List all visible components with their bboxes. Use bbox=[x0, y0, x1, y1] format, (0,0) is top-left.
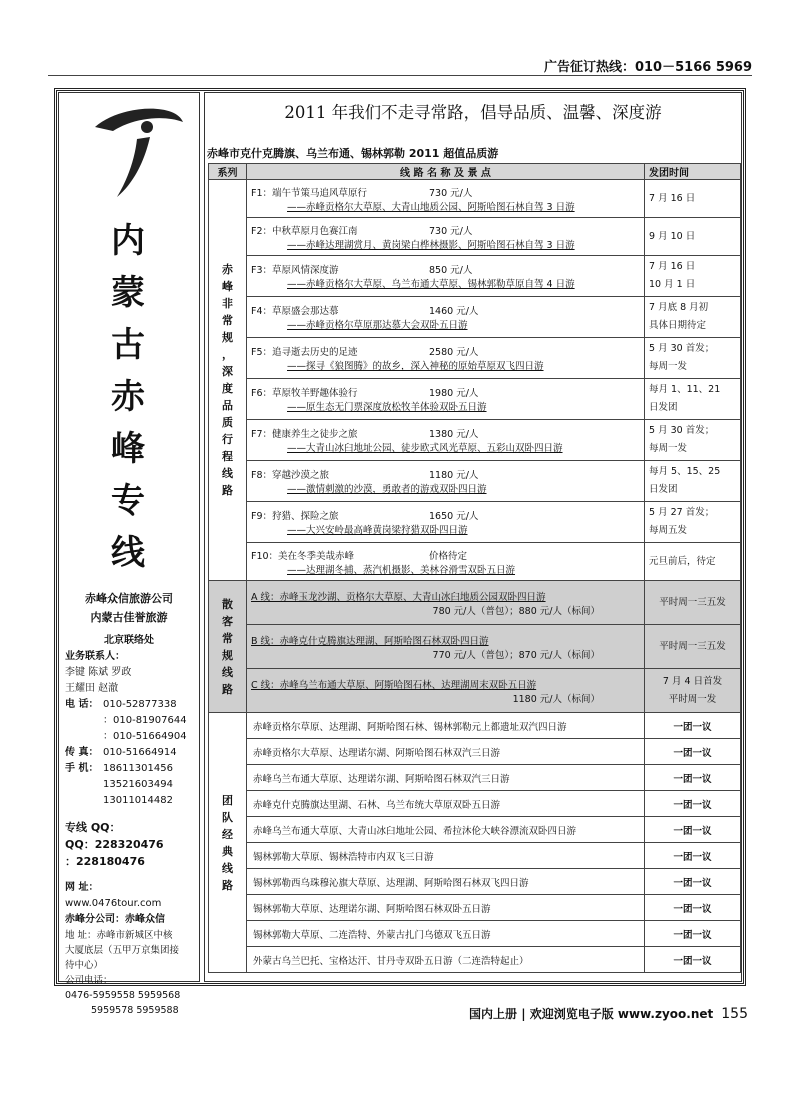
departure-cell bbox=[645, 461, 741, 502]
mobile-number-1: 18611301456 bbox=[103, 763, 173, 774]
departure-line-1: 7 月底 8 月初 bbox=[649, 302, 709, 313]
category-char: 团 bbox=[222, 793, 233, 807]
table-row bbox=[209, 947, 741, 973]
route-name: F1：端午节策马追风草原行 bbox=[251, 187, 368, 199]
table-row bbox=[209, 256, 741, 297]
route-name: C 线：赤峰乌兰布通大草原、阿斯哈图石林、达理湖周末双卧五日游 bbox=[251, 679, 537, 691]
route-price: 价格待定 bbox=[429, 550, 468, 562]
mobile-label: 手 机： bbox=[65, 763, 99, 774]
departure-line-1: 7 月 4 日首发 bbox=[662, 675, 723, 687]
team-route-cell: 赤峰贡格尔大草原、达理诺尔湖、阿斯哈图石林双汽三日游 bbox=[247, 739, 645, 765]
route-cell bbox=[247, 256, 645, 297]
table-row bbox=[209, 843, 741, 869]
team-route-cell: 赤峰贡格尔草原、达理湖、阿斯哈图石林、锡林郭勒元上都遗址双汽四日游 bbox=[247, 713, 645, 739]
route-price: 1180 元/人 bbox=[429, 470, 479, 481]
table-row bbox=[209, 218, 741, 256]
route-name: F3：草原风情深度游 bbox=[251, 265, 339, 276]
departure-line-1: 元旦前后，待定 bbox=[649, 555, 716, 567]
category-char: 路 bbox=[222, 484, 233, 497]
route-description: ——大兴安岭最高峰黄岗梁狩猎双卧四日游 bbox=[287, 525, 468, 536]
category-char: 度 bbox=[222, 382, 233, 395]
route-name: F6：草原牧羊野趣体验行 bbox=[251, 388, 358, 399]
route-cell bbox=[247, 543, 645, 581]
departure-cell bbox=[645, 379, 741, 420]
route-description: ——赤峰贡格尔大草原、乌兰布通大草原、锡林郭勒草原自驾 4 日游 bbox=[287, 279, 575, 290]
route-name: F10：美在冬季美哉赤峰 bbox=[251, 550, 355, 562]
route-cell bbox=[247, 218, 645, 256]
category-cell bbox=[209, 180, 247, 581]
route-name: F5：追寻逝去历史的足迹 bbox=[251, 347, 358, 358]
company-name-2: 内蒙古佳誉旅游 bbox=[90, 611, 168, 624]
route-cell bbox=[247, 180, 645, 218]
route-price: 730 元/人 bbox=[429, 187, 473, 199]
route-name: F7：健康养生之徒步之旅 bbox=[251, 429, 358, 440]
category-char: 线 bbox=[222, 665, 233, 679]
departure-line-2: 日发团 bbox=[649, 484, 678, 495]
address-line-3: 待中心） bbox=[65, 960, 104, 971]
table-row bbox=[209, 765, 741, 791]
route-name: A 线：赤峰玉龙沙湖、贡格尔大草原、大青山冰臼地质公园双卧四日游 bbox=[251, 591, 546, 603]
beijing-office: 北京联络处 bbox=[104, 635, 154, 646]
company-tel-1: 0476-5959558 5959568 bbox=[65, 990, 181, 1001]
tel-number-2: ：010-81907644 bbox=[103, 715, 187, 726]
staff-names-1: 李键 陈斌 罗政 bbox=[65, 667, 132, 678]
route-line bbox=[251, 467, 640, 481]
departure-line-1: 5 月 30 首发； bbox=[649, 425, 715, 436]
header-series: 系列 bbox=[209, 164, 247, 180]
fax-number: 010-51664914 bbox=[103, 747, 177, 758]
team-route-cell: 赤峰乌兰布通大草原、大青山冰臼地址公园、希拉沐伦大峡谷漂流双卧四日游 bbox=[247, 817, 645, 843]
departure-cell: 一团一议 bbox=[645, 843, 741, 869]
departure-line-1: 9 月 10 日 bbox=[649, 230, 696, 242]
departure-cell bbox=[645, 338, 741, 379]
category-char: 质 bbox=[222, 416, 233, 429]
table-row bbox=[209, 713, 741, 739]
brand-char: 古 bbox=[111, 325, 147, 365]
category-char: 峰 bbox=[222, 280, 233, 293]
qq-number-2: ：228180476 bbox=[65, 855, 145, 868]
departure-cell: 一团一议 bbox=[645, 947, 741, 973]
departure-cell bbox=[645, 625, 741, 669]
category-char: 线 bbox=[222, 467, 233, 480]
table-row bbox=[209, 739, 741, 765]
route-cell bbox=[247, 338, 645, 379]
departure-cell bbox=[645, 297, 741, 338]
category-char: ， bbox=[222, 348, 233, 361]
category-char: 赤 bbox=[222, 263, 233, 276]
category-char: 典 bbox=[222, 844, 233, 858]
route-cell bbox=[247, 502, 645, 543]
departure-line-1: 5 月 30 首发； bbox=[649, 343, 715, 354]
departure-cell bbox=[645, 581, 741, 625]
category-cell bbox=[209, 713, 247, 973]
departure-line-1: 5 月 27 首发； bbox=[649, 507, 715, 518]
table-row bbox=[209, 502, 741, 543]
team-route-cell: 赤峰克什克腾旗达里湖、石林、乌兰布统大草原双卧五日游 bbox=[247, 791, 645, 817]
table-row bbox=[209, 338, 741, 379]
address-line-1: 地 址：赤峰市新城区中核 bbox=[65, 930, 173, 941]
team-route-cell: 锡林郭勒大草原、锡林浩特市内双飞三日游 bbox=[247, 843, 645, 869]
website-link[interactable]: www.0476tour.com bbox=[65, 898, 162, 909]
logo bbox=[65, 97, 193, 207]
category-char: 常 bbox=[222, 631, 233, 645]
table-row bbox=[209, 921, 741, 947]
team-route-cell: 赤峰乌兰布通大草原、达理诺尔湖、阿斯哈图石林双汽三日游 bbox=[247, 765, 645, 791]
category-char: 路 bbox=[222, 878, 233, 892]
route-name: F4：草原盛会那达慕 bbox=[251, 306, 339, 317]
route-name: F2：中秋草原月色赛江南 bbox=[251, 225, 358, 237]
category-char: 规 bbox=[222, 331, 233, 344]
route-price: 2580 元/人 bbox=[429, 347, 479, 358]
page-number: 155 bbox=[721, 1006, 748, 1022]
page-title: 2011 年我们不走寻常路，倡导品质、温馨、深度游 bbox=[284, 103, 662, 122]
team-route-cell: 锡林郭勒西乌珠穆沁旗大草原、达理湖、阿斯哈图石林双飞四日游 bbox=[247, 869, 645, 895]
company-name-1: 赤峰众信旅游公司 bbox=[85, 592, 173, 605]
departure-line-1: 7 月 16 日 bbox=[649, 192, 696, 204]
departure-cell: 一团一议 bbox=[645, 817, 741, 843]
departure-cell: 一团一议 bbox=[645, 921, 741, 947]
route-line bbox=[251, 223, 640, 237]
departure-line-1: 每月 1、11、21 bbox=[649, 384, 721, 395]
departure-line-2: 每周一发 bbox=[649, 443, 688, 454]
category-char: 常 bbox=[222, 314, 233, 327]
table-row bbox=[209, 791, 741, 817]
route-line bbox=[251, 185, 640, 199]
departure-cell: 一团一议 bbox=[645, 765, 741, 791]
departure-line-2: 每周五发 bbox=[649, 525, 688, 536]
category-char: 程 bbox=[222, 450, 233, 463]
route-cell bbox=[247, 297, 645, 338]
category-char: 经 bbox=[222, 827, 233, 841]
route-cell bbox=[247, 669, 645, 713]
route-price: 780 元/人（普包）；880 元/人（标间） bbox=[432, 605, 600, 617]
departure-line-1: 每月 5、15、25 bbox=[649, 466, 721, 477]
team-route-cell: 锡林郭勒大草原、达理诺尔湖、阿斯哈图石林双卧五日游 bbox=[247, 895, 645, 921]
route-price: 1460 元/人 bbox=[429, 306, 479, 317]
departure-line-2: 日发团 bbox=[649, 402, 678, 413]
sidebar bbox=[58, 92, 200, 1016]
departure-line-1: 平时周一三五发 bbox=[659, 640, 726, 652]
departure-cell bbox=[645, 669, 741, 713]
footer-text: 国内上册 | 欢迎浏览电子版 www.zyoo.net bbox=[469, 1007, 714, 1021]
table-row bbox=[209, 420, 741, 461]
route-price: 1380 元/人 bbox=[429, 429, 479, 440]
website-label: 网 址： bbox=[65, 882, 99, 893]
ad-hotline: 广告征订热线：010－5166 5969 bbox=[543, 60, 752, 75]
routes-table-body bbox=[209, 180, 741, 973]
category-char: 线 bbox=[222, 861, 233, 875]
departure-cell: 一团一议 bbox=[645, 791, 741, 817]
table-row bbox=[209, 180, 741, 218]
route-cell bbox=[247, 625, 645, 669]
brand-char: 赤 bbox=[111, 377, 147, 417]
route-line bbox=[251, 548, 640, 562]
header-departure: 发团时间 bbox=[645, 164, 741, 180]
route-description: ——赤峰达理湖赏月、黄岗梁白桦林摄影、阿斯哈图石林自驾 3 日游 bbox=[287, 239, 575, 251]
tel-number-1: 010-52877338 bbox=[103, 699, 177, 710]
routes-table bbox=[208, 163, 741, 973]
category-char: 深 bbox=[222, 365, 233, 378]
departure-line-2: 具体日期待定 bbox=[649, 320, 707, 331]
departure-line-2: 每周一发 bbox=[649, 361, 688, 372]
route-cell bbox=[247, 581, 645, 625]
category-char: 行 bbox=[222, 433, 233, 446]
category-char: 队 bbox=[222, 810, 233, 824]
departure-cell bbox=[645, 256, 741, 297]
route-description: ——激情刺激的沙漠，勇敢者的游戏双卧四日游 bbox=[287, 484, 487, 495]
route-description: ——赤峰贡格尔草原那达慕大会双卧五日游 bbox=[287, 320, 468, 331]
route-description: ——大青山冰臼地址公园、徒步欧式风光草原、五彩山双卧四日游 bbox=[287, 443, 563, 454]
route-line bbox=[251, 508, 640, 522]
table-row bbox=[209, 461, 741, 502]
tel-label: 电 话： bbox=[65, 699, 99, 710]
route-price: 730 元/人 bbox=[429, 225, 473, 237]
address-line-2: 大厦底层（五甲万京集团接 bbox=[65, 945, 180, 956]
brand-char: 峰 bbox=[111, 429, 147, 469]
route-cell bbox=[247, 420, 645, 461]
staff-names-2: 王耀田 赵澈 bbox=[65, 683, 119, 694]
header-rule bbox=[48, 75, 752, 76]
brand-char: 蒙 bbox=[111, 273, 147, 313]
route-description: ——赤峰贡格尔大草原、大青山地质公园、阿斯哈图石林自驾 3 日游 bbox=[287, 201, 575, 213]
route-line bbox=[251, 344, 640, 358]
route-name: F9：狩猎、探险之旅 bbox=[251, 511, 339, 522]
departure-line-2: 平时周一发 bbox=[668, 693, 717, 705]
staff-label: 业务联系人： bbox=[65, 651, 125, 662]
category-char: 非 bbox=[222, 297, 233, 310]
route-description: ——达理湖冬捕、蒸汽机摄影、美林谷滑雪双卧五日游 bbox=[287, 564, 516, 576]
table-row bbox=[209, 543, 741, 581]
header-route: 线 路 名 称 及 景 点 bbox=[247, 164, 645, 180]
category-cell bbox=[209, 581, 247, 713]
route-name: F8：穿越沙漠之旅 bbox=[251, 470, 330, 481]
route-cell bbox=[247, 379, 645, 420]
route-line bbox=[251, 426, 640, 440]
table-row bbox=[209, 895, 741, 921]
route-price: 850 元/人 bbox=[429, 265, 473, 276]
category-char: 品 bbox=[222, 399, 233, 412]
category-char: 客 bbox=[222, 614, 233, 628]
route-price: 1180 元/人（标间） bbox=[512, 693, 600, 705]
qq-label: 专线 QQ： bbox=[65, 821, 121, 834]
main-panel bbox=[204, 92, 742, 982]
mobile-number-2: 13521603494 bbox=[103, 779, 173, 790]
table-row bbox=[209, 297, 741, 338]
brand-char: 线 bbox=[111, 533, 147, 573]
departure-cell bbox=[645, 180, 741, 218]
brand-title bbox=[65, 215, 193, 579]
route-price: 770 元/人（普包）；870 元/人（标间） bbox=[432, 649, 600, 661]
departure-cell bbox=[645, 218, 741, 256]
category-char: 路 bbox=[222, 682, 233, 696]
table-row bbox=[209, 379, 741, 420]
route-name: B 线：赤峰克什克腾旗达理湖、阿斯哈图石林双卧四日游 bbox=[251, 635, 489, 647]
route-line bbox=[251, 303, 640, 317]
departure-line-2: 10 月 1 日 bbox=[649, 279, 696, 290]
branch-office: 赤峰分公司：赤峰众信 bbox=[65, 914, 165, 925]
team-route-cell: 锡林郭勒大草原、二连浩特、外蒙古扎门乌德双飞五日游 bbox=[247, 921, 645, 947]
company-tel-label: 公司电话： bbox=[65, 975, 113, 986]
departure-cell: 一团一议 bbox=[645, 713, 741, 739]
category-char: 散 bbox=[222, 597, 233, 611]
team-route-cell: 外蒙古乌兰巴托、宝格达汗、甘丹寺双卧五日游（二连浩特起止） bbox=[247, 947, 645, 973]
departure-cell bbox=[645, 543, 741, 581]
route-price: 1980 元/人 bbox=[429, 388, 479, 399]
table-row bbox=[209, 625, 741, 669]
departure-line-1: 7 月 16 日 bbox=[649, 261, 696, 272]
departure-line-1: 平时周一三五发 bbox=[659, 596, 726, 608]
page-footer bbox=[469, 1005, 748, 1022]
departure-cell bbox=[645, 420, 741, 461]
departure-cell: 一团一议 bbox=[645, 739, 741, 765]
logo-swirl-icon bbox=[65, 97, 193, 207]
table-row bbox=[209, 869, 741, 895]
table-row bbox=[209, 581, 741, 625]
route-cell bbox=[247, 461, 645, 502]
company-tel-2: 5959578 5959588 bbox=[91, 1005, 179, 1016]
brand-char: 专 bbox=[111, 481, 147, 521]
route-description: ——探寻《狼图腾》的故乡，深入神秘的原始草原双飞四日游 bbox=[287, 361, 544, 372]
departure-cell: 一团一议 bbox=[645, 869, 741, 895]
category-char: 规 bbox=[222, 648, 233, 662]
route-price: 1650 元/人 bbox=[429, 511, 479, 522]
qq-number-1: QQ：228320476 bbox=[65, 838, 164, 851]
brand-char: 内 bbox=[111, 221, 147, 261]
section-subtitle: 赤峰市克什克腾旗、乌兰布通、锡林郭勒 2011 超值品质游 bbox=[207, 147, 499, 160]
table-row bbox=[209, 669, 741, 713]
route-line bbox=[251, 385, 640, 399]
table-row bbox=[209, 817, 741, 843]
departure-cell: 一团一议 bbox=[645, 895, 741, 921]
route-line bbox=[251, 262, 640, 276]
route-description: ——原生态无门票深度放松牧羊体验双卧五日游 bbox=[287, 402, 487, 413]
tel-number-3: ：010-51664904 bbox=[103, 731, 187, 742]
mobile-number-3: 13011014482 bbox=[103, 795, 173, 806]
fax-label: 传 真： bbox=[65, 747, 99, 758]
table-header-row bbox=[209, 164, 741, 180]
departure-cell bbox=[645, 502, 741, 543]
